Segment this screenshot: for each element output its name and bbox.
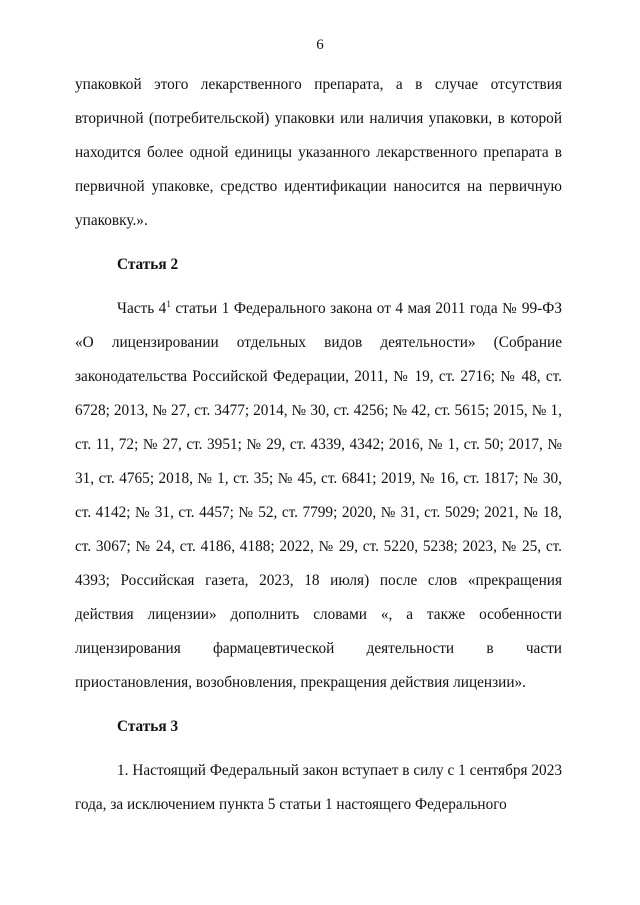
article-2-paragraph	[75, 292, 562, 700]
article-2-text-start: Часть 4	[117, 300, 167, 317]
article-3-paragraph-1: 1. Настоящий Федеральный закон вступает в силу с 1 сентября 2023 года, за исключением пункта 5 статьи 1 настоящего Федерального	[75, 762, 562, 813]
article-2-text-rest: статьи 1 Федерального закона от 4 мая 2011 года № 99-ФЗ «О лицензировании отдельных видов деятельности» (Собрание законодательства Российской Федерации, 2011, № 19, ст. 2716; № 48, ст. 6728; 2013, № 27, ст. 3477; 2014, № 30, ст. 4256; № 42, ст. 5615; 2015, № 1, ст. 11, 72; № 27, ст. 3951; № 29, ст. 4339, 4342; 2016, № 1, ст. 50; 2017, № 31, ст. 4765; 2018, № 1, ст. 35; № 45, ст. 6841; 2019, № 16, ст. 1817; № 30, ст. 4142; № 31, ст. 4457; № 52, ст. 7799; 2020, № 31, ст. 5029; 2021, № 18, ст. 3067; № 24, ст. 4186, 4188; 2022, № 29, ст. 5220, 5238; 2023, № 25, ст. 4393; Российская газета, 2023, 18 июля) после слов «прекращения действия лицензии» дополнить словами «, а также особенности лицензирования фармацевтической деятельности в части приостановления, возобновления, прекращения действия лицензии».	[75, 300, 562, 691]
article-2-heading: Статья 2	[117, 256, 179, 273]
intro-paragraph: упаковкой этого лекарственного препарата, а в случае отсутствия вторичной (потребительской) упаковки или наличия упаковки, в которой находится более одной единицы указанного лекарственного препарата в первичной упаковке, средство идентификации наносится на первичную упаковку.».	[75, 76, 562, 229]
document-body	[75, 68, 562, 822]
article-3-heading: Статья 3	[117, 718, 179, 735]
superscript-mark: 1	[166, 298, 171, 309]
page-number: 6	[316, 37, 324, 53]
